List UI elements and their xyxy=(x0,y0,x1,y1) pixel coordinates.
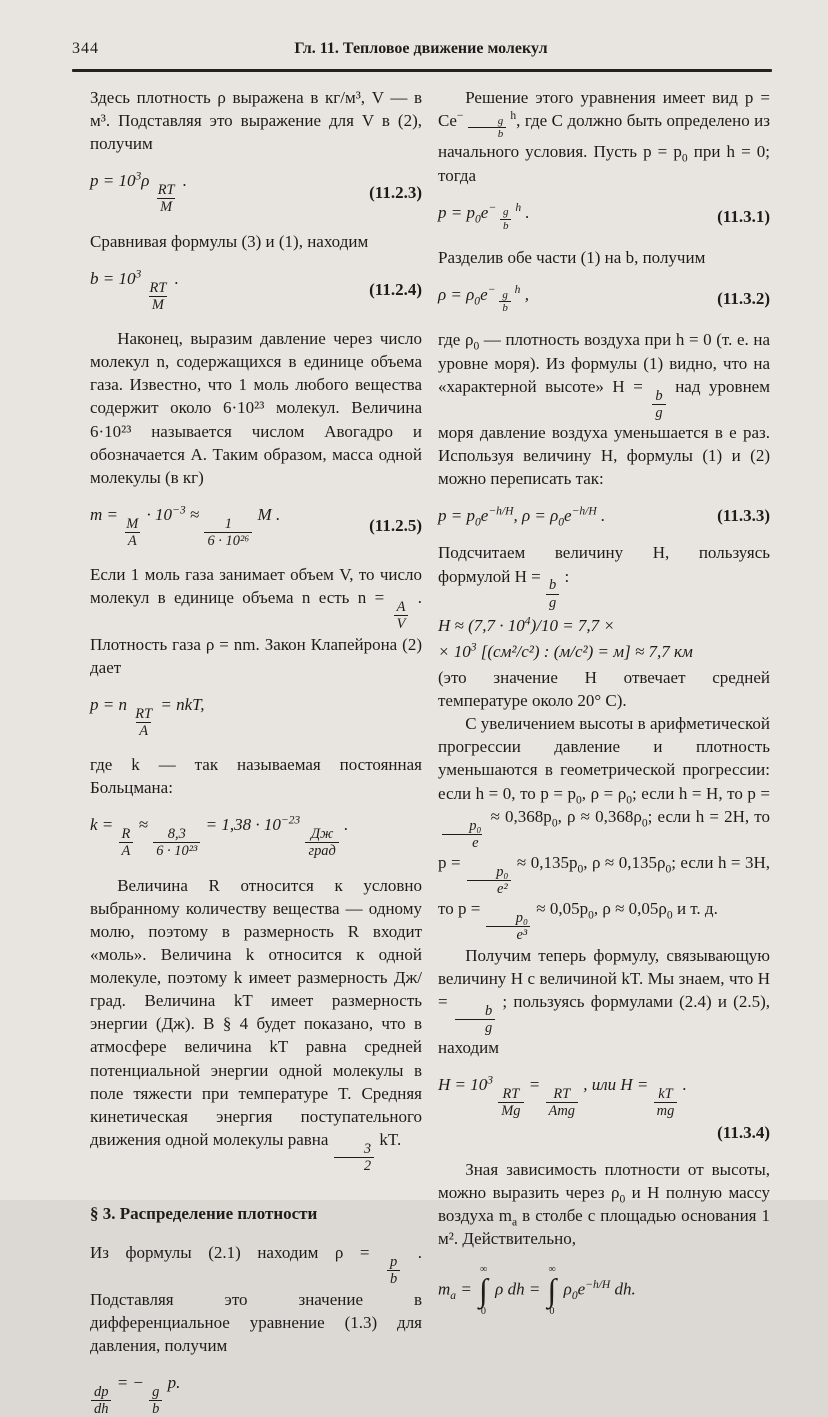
formula xyxy=(90,503,422,549)
fraction: $\frac{8,3}{\text{6 · 10²³}}$ xyxy=(153,826,200,859)
fraction: $\frac{RT}{\text{Amg}}$ xyxy=(546,1086,578,1119)
formula-body: $p = p_0e^{- \frac{g}{b} h}$ . xyxy=(438,201,530,232)
formula xyxy=(90,813,422,859)
equation-number: (11.3.4) xyxy=(717,1122,770,1142)
subscript: 0 xyxy=(681,151,688,165)
equation-number: (11.3.3) xyxy=(717,506,770,526)
superscript: −23 xyxy=(280,813,301,827)
subscript: 0 xyxy=(665,862,672,876)
paragraph: Подсчитаем величину H, пользуясь формулой H = $\frac{b}{g}$ : xyxy=(438,543,770,611)
paragraph: где k — так называемая постоянная Больцмана: xyxy=(90,755,422,798)
superscript: −h/H xyxy=(585,1277,611,1291)
formula-body: k = $\frac{R}{A}$ ≈ $\frac{8,3}{\text{6 · 10²³}}$ = $1,38 \cdot 10^{-23}$ $\frac{Дж}{\text{град}}$ . xyxy=(90,813,349,860)
formula-body: × $10^3$ [(см²/с²) : (м/с²) = м] ≈ 7,7 км xyxy=(438,640,693,661)
superscript: 3 xyxy=(135,169,142,183)
equation-number: (11.2.3) xyxy=(369,182,422,202)
superscript: − g b h xyxy=(488,201,522,232)
fraction: $\frac{RT}{M}$ xyxy=(149,279,167,313)
formula-body: $b = 10^3$ $\frac{RT}{M}$ . xyxy=(90,267,179,313)
fraction: $\frac{A}{V}$ xyxy=(394,599,409,632)
page-body xyxy=(90,86,771,1417)
page-number: 344 xyxy=(72,40,99,57)
paragraph: Решение этого уравнения имеет вид $p = Ce^{- \frac{g}{b} h}$, где C должно быть определено из начального условия. Пусть $p = p_0$ при h = 0; тогда xyxy=(438,88,771,185)
subscript: 0 xyxy=(558,515,565,529)
formula xyxy=(90,267,422,313)
header-rule xyxy=(72,69,772,72)
formula-body: $p = 10^3\rho$ $\frac{RT}{M}$ . xyxy=(90,169,188,216)
fraction: $\frac{M}{A}$ xyxy=(126,515,139,549)
superscript: − g b h xyxy=(487,283,521,315)
paragraph: Зная зависимость плотности от высоты, можно выразить через $\rho_0$ и H полную массу воздуха $m_а$ в столбе с площадью основания 1 м². Действительно, xyxy=(438,1159,770,1249)
subscript: 0 xyxy=(474,515,481,529)
superscript: 3 xyxy=(487,1073,494,1087)
subscript: а xyxy=(450,1288,457,1302)
page-header xyxy=(72,40,770,58)
subscript: 0 xyxy=(577,862,584,876)
formula xyxy=(438,1264,770,1317)
equation-number: (11.2.4) xyxy=(369,280,422,300)
subscript: 0 xyxy=(551,816,558,830)
subscript: 0 xyxy=(473,339,480,353)
paragraph: Наконец, выразим давление через число молекул n, содержащихся в единице объема газа. Известно, что 1 моль любого вещества содержит около 6·10²³ молекул. Величина 6·10²³ называется числом Авогадро и обозначается A. Таким образом, масса одной молекулы (в кг) xyxy=(90,329,422,487)
paragraph: Если 1 моль газа занимает объем V, то число молекул в единице объема n есть n = $\frac{A}{V}$ . Плотность газа ρ = nm. Закон Клапейрона (2) дает xyxy=(90,565,422,677)
subscript: 0 xyxy=(619,1192,626,1206)
formula xyxy=(438,1073,770,1143)
subscript: 0 xyxy=(588,908,594,922)
fraction: $\frac{RT}{M}$ xyxy=(157,182,175,216)
paragraph: Получим теперь формулу, связывающую величину H с величиной kT. Мы знаем, что H = $\frac{b}{g}$ ; пользуясь формулами (2.4) и (2.5), находим xyxy=(438,945,771,1058)
superscript: −h/H xyxy=(488,504,514,518)
fraction: $\frac{p}{b}$ xyxy=(387,1254,400,1287)
subscript: 0 xyxy=(666,908,673,922)
subscript: 0 xyxy=(474,212,481,226)
formula xyxy=(90,693,422,739)
superscript: −h/H xyxy=(571,504,597,518)
formula xyxy=(90,1371,422,1417)
subscript: 0 xyxy=(641,816,648,830)
fraction: $\frac{g}{b}$ xyxy=(500,206,511,232)
formula-body: $\frac{dp}{dh}$ = − $\frac{g}{b}$ p. xyxy=(90,1371,422,1417)
paragraph: где $\rho_0$ — плотность воздуха при h = 0 (т. е. на уровне моря). Из формулы (1) видно, что на «характерной высоте» H = $\frac{b}{g}$ над уровнем моря давление воздуха уменьшается в e раз. Используя величину H, формулы (1) и (2) можно переписать так: xyxy=(438,330,771,489)
subscript: 0 xyxy=(626,792,632,806)
subscript: 0 xyxy=(474,294,481,308)
paragraph: Разделив обе части (1) на b, получим xyxy=(438,247,706,267)
subscript: 0 xyxy=(571,1288,578,1302)
equation-number: (11.2.5) xyxy=(369,516,422,536)
formula-body: $m_а$ = ∞ ∫ 0 ρ dh = ∞ ∫ 0 $\rho_0e^{-h/H}$ dh. xyxy=(438,1264,636,1318)
fraction: $\frac{3}{2}$ xyxy=(334,1141,374,1174)
formula xyxy=(438,504,770,527)
paragraph: Сравнивая формулы (3) и (1), находим xyxy=(90,231,369,251)
fraction: $\frac{dp}{dh}$ xyxy=(91,1384,111,1417)
paragraph: (это значение H отвечает средней температуре около 20° C). xyxy=(438,668,770,711)
fraction: $\frac{\text{p₀}}{\text{e³}}$ xyxy=(486,910,531,943)
right-column xyxy=(438,86,771,1318)
formula xyxy=(438,614,770,637)
section-heading: § 3. Распределение плотности xyxy=(90,1204,318,1224)
integral-sign: ∞ ∫ 0 xyxy=(479,1264,488,1318)
integral-sign: ∞ ∫ 0 xyxy=(547,1264,557,1318)
formula xyxy=(90,169,422,215)
subscript: а xyxy=(512,1215,518,1229)
paragraph: С увеличением высоты в арифметической прогрессии давление и плотность уменьшаются в геометрической прогрессии: если h = 0, то $p = p_0$, $\rho = \rho_0$; если h = H, то p = $\frac{\text{p₀}}{e}$ ≈ $0,368p_0$, $\rho \approx 0,368\rho_0$; если h = 2H, то p = $\frac{\text{p₀}}{\text{e²}}$ ≈ $0,135p_0$, $\rho \approx 0,135\rho_0$; если h = 3H, то p = $\frac{\text{p₀}}{\text{e³}}$ ≈ $0,05p_0$, $\rho \approx 0,05\rho_0$ и т. д. xyxy=(438,714,770,944)
equation-number: (11.3.1) xyxy=(717,206,770,226)
paragraph: Из формулы (2.1) находим ρ = $\frac{p}{b}$ . Подставляя это значение в дифференциальное уравнение (1.3) для давления, получим xyxy=(90,1243,422,1355)
fraction: $\frac{\text{p₀}}{\text{e²}}$ xyxy=(466,864,511,897)
fraction: $\frac{1}{\text{6 · 10²⁶}}$ xyxy=(204,516,252,549)
formula-body: $p = p_0e^{-h/H}$, $\rho = \rho_0e^{-h/H}$ . xyxy=(438,504,606,529)
superscript: − g b h xyxy=(456,109,517,141)
superscript: −3 xyxy=(172,503,186,517)
superscript: 3 xyxy=(470,640,477,654)
fraction: $\frac{RT}{Mg}$ xyxy=(498,1086,523,1119)
fraction: $\frac{b}{g}$ xyxy=(455,1003,495,1036)
chapter-running-title: Гл. 11. Тепловое движение молекул xyxy=(294,40,548,57)
fraction: $\frac{g}{b}$ xyxy=(149,1384,162,1417)
equation-number: (11.3.2) xyxy=(717,289,770,309)
fraction: $\frac{b}{g}$ xyxy=(652,388,665,421)
paragraph: Здесь плотность ρ выражена в кг/м³, V — в м³. Подставляя это выражение для V в (2), получим xyxy=(90,88,422,154)
fraction: $\frac{RT}{A}$ xyxy=(135,705,153,739)
superscript: 4 xyxy=(524,614,531,628)
fraction: $\frac{g}{b}$ xyxy=(468,115,507,141)
fraction: $\frac{Дж}{\text{град}}$ xyxy=(305,826,338,859)
formula xyxy=(438,201,770,232)
fraction: $\frac{b}{g}$ xyxy=(546,577,559,610)
formula-body: $H \approx (7,7 \cdot 10^4)/10 = 7,7$ × xyxy=(438,614,615,635)
subscript: 0 xyxy=(576,792,582,806)
formula xyxy=(438,283,770,314)
formula-body: $H = 10^3$ $\frac{RT}{Mg}$ = $\frac{RT}{\text{Amg}}$ , или H = $\frac{kT}{mg}$ . xyxy=(438,1073,687,1120)
fraction: $\frac{R}{A}$ xyxy=(119,826,134,859)
fraction: $\frac{\text{p₀}}{e}$ xyxy=(439,818,484,851)
superscript: 3 xyxy=(135,267,142,281)
formula-body: $\rho = \rho_0e^{- \frac{g}{b} h}$ , xyxy=(438,283,529,315)
paragraph: Величина R относится к условно выбранному количеству вещества — одному молю, поэтому в размерность R входит «моль». Величина k относится к одной молекуле, поэтому k имеет размерность Дж/град. Величина kT имеет размерность энергии (Дж). В § 4 будет показано, что в атмосфере величина kT равна средней потенциальной энергии одной молекулы в поле тяжести при температуре T. Средняя кинетическая энергия поступательного движения одной молекулы равна $\frac{3}{2}$ kT. xyxy=(90,875,422,1174)
formula xyxy=(438,640,770,663)
formula-body: m = $\frac{M}{A}$ · $10^{-3}$ ≈ $\frac{1}{\text{6 · 10²⁶}}$ M . xyxy=(90,503,281,549)
formula-body: p = n $\frac{RT}{A}$ = nkT, xyxy=(90,694,205,739)
fraction: $\frac{kT}{mg}$ xyxy=(654,1086,678,1119)
left-column xyxy=(90,86,422,1417)
fraction: $\frac{g}{b}$ xyxy=(499,289,510,315)
